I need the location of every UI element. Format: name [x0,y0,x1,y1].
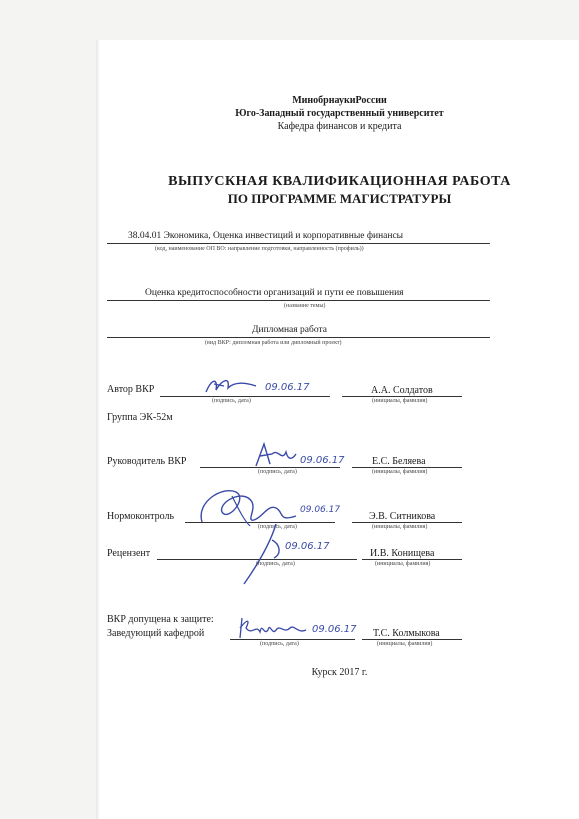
supervisor-label: Руководитель ВКР [107,456,187,467]
normcontrol-label: Нормоконтроль [107,511,175,522]
reviewer-signature [236,520,296,590]
department-line: Кафедра финансов и кредита [277,121,402,132]
reviewer-label: Рецензент [107,548,151,559]
normcontrol-name-line [352,522,462,523]
document-page [100,40,579,819]
supervisor-sign-caption: (подпись, дата) [258,469,297,475]
university-line: Юго-Западный государственный университет [235,108,444,119]
supervisor-date: 09.06.17 [300,455,345,466]
reviewer-date: 09.06.17 [285,541,330,552]
program-value: 38.04.01 Экономика, Оценка инвестиций и корпоративные финансы [128,231,404,241]
group-label: Группа ЭК-52м [107,412,173,423]
supervisor-name: Е.С. Беляева [372,456,426,467]
worktype-underline [107,337,490,338]
author-date: 09.06.17 [265,382,310,393]
head-of-department-label: Заведующий кафедрой [107,628,205,639]
author-name: А.А. Солдатов [371,385,433,396]
admission-date: 09.06.17 [312,624,357,635]
author-name-line [342,396,462,397]
reviewer-name-line [362,559,462,560]
admission-name-caption: (инициалы, фамилия) [377,641,433,647]
author-signature [200,374,260,398]
city-year: Курск 2017 г. [311,667,368,678]
author-name-caption: (инициалы, фамилия) [372,398,428,404]
normcontrol-name-caption: (инициалы, фамилия) [372,524,428,530]
topic-underline [107,300,490,301]
normcontrol-date: 09.06.17 [300,505,341,515]
worktype-value: Дипломная работа [252,325,327,335]
supervisor-name-caption: (инициалы, фамилия) [372,469,428,475]
program-caption: (код, наименование ОП ВО: направление подготовки, направленность (профиль)) [155,246,364,252]
reviewer-name: И.В. Конищева [370,548,435,559]
head-of-department-name: Т.С. Колмыкова [373,628,440,639]
worktype-caption: (вид ВКР: дипломная работа или дипломный проект) [205,340,342,346]
admission-line: ВКР допущена к защите: [107,614,214,625]
title-line-1: ВЫПУСКНАЯ КВАЛИФИКАЦИОННАЯ РАБОТА [168,174,511,189]
normcontrol-name: Э.В. Ситникова [369,511,436,522]
topic-caption: (название темы) [284,303,326,309]
admission-name-line [362,639,462,640]
author-sign-caption: (подпись, дата) [212,398,251,404]
reviewer-name-caption: (инициалы, фамилия) [375,561,431,567]
author-label: Автор ВКР [107,384,155,395]
topic-value: Оценка кредитоспособности организаций и пути ее повышения [145,288,404,298]
admission-signature [236,612,311,642]
ministry-line: МинобрнаукиРоссии [292,95,387,106]
supervisor-name-line [352,467,462,468]
title-line-2: ПО ПРОГРАММЕ МАГИСТРАТУРЫ [227,191,452,206]
normcontrol-sign-caption: (подпись, дата) [258,524,297,530]
supervisor-signature [250,440,300,470]
admission-sign-caption: (подпись, дата) [260,641,299,647]
reviewer-sign-caption: (подпись, дата) [256,561,295,567]
program-underline [107,243,490,244]
